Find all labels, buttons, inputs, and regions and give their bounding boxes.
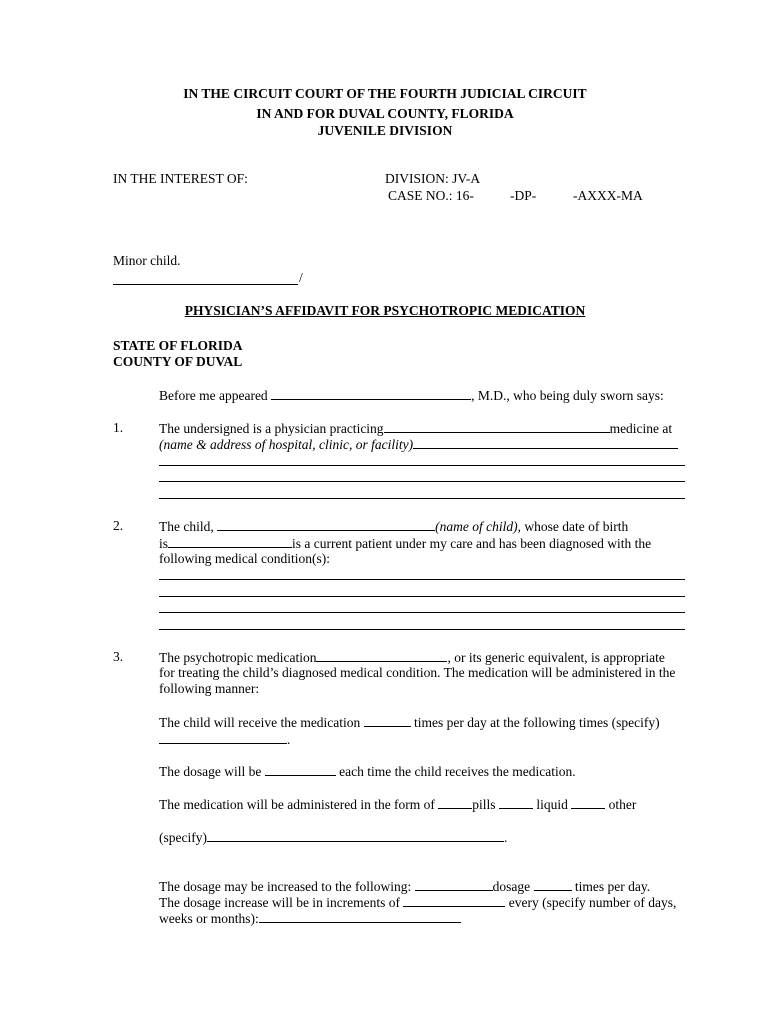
p3-number: 3. <box>113 649 124 664</box>
p2-text-a: The child, <box>159 519 214 534</box>
document-title: PHYSICIAN’S AFFIDAVIT FOR PSYCHOTROPIC MEDICATION <box>184 303 586 318</box>
child-name-field[interactable] <box>217 518 435 531</box>
facility-line-1[interactable] <box>159 465 685 466</box>
p2-text-b: (name of child) <box>435 519 518 534</box>
condition-line-1[interactable] <box>159 579 685 580</box>
times-specify-field[interactable] <box>159 731 287 744</box>
form-other: other <box>608 797 637 812</box>
increase-dosage: dosage <box>492 879 531 894</box>
times-text-a: The child will receive the medication <box>159 715 361 730</box>
intro-line <box>159 387 664 404</box>
increment-text-b: every (specify number of days, <box>508 895 677 910</box>
p1-line2 <box>159 436 678 453</box>
facility-line-2[interactable] <box>159 481 685 482</box>
case-no-label: CASE NO.: 16- <box>388 188 474 203</box>
court-header-line1: IN THE CIRCUIT COURT OF THE FOURTH JUDICIAL CIRCUIT <box>183 86 587 101</box>
increase-line <box>159 878 650 895</box>
liquid-field[interactable] <box>499 796 533 809</box>
specify-label: (specify) <box>159 830 207 845</box>
dosage-text-b: each time the child receives the medication. <box>339 764 576 779</box>
facility-field[interactable] <box>413 436 678 449</box>
county-label: COUNTY OF DUVAL <box>113 354 243 369</box>
dob-field[interactable] <box>168 535 292 548</box>
caption-slash: / <box>299 270 303 285</box>
condition-line-3[interactable] <box>159 612 685 613</box>
p1-number: 1. <box>113 420 124 435</box>
form-pills: pills <box>472 797 496 812</box>
physician-name-field[interactable] <box>271 387 471 400</box>
p3-line1 <box>159 649 665 666</box>
increase-text-a: The dosage may be increased to the following: <box>159 879 412 894</box>
p3-text-a: The psychotropic medication <box>159 650 317 665</box>
condition-line-4[interactable] <box>159 629 685 630</box>
specify-line <box>159 829 507 846</box>
p3-text-b: , or its generic equivalent, is appropriate <box>447 650 665 665</box>
p1-line1 <box>159 420 672 437</box>
form-liquid: liquid <box>536 797 568 812</box>
p3-text-d: following manner: <box>159 681 260 696</box>
child-name-line[interactable] <box>113 284 298 285</box>
specify-field[interactable] <box>207 829 504 842</box>
other-field[interactable] <box>571 796 605 809</box>
p2-text-d: is <box>159 536 169 551</box>
court-header-line2: IN AND FOR DUVAL COUNTY, FLORIDA <box>256 106 514 121</box>
dosage-field[interactable] <box>265 763 336 776</box>
p3-text-c: for treating the child’s diagnosed medical condition. The medication will be administered in the <box>159 665 676 680</box>
increment-field[interactable] <box>403 894 505 907</box>
times-end: . <box>287 732 291 747</box>
condition-line-2[interactable] <box>159 596 685 597</box>
medication-name-field[interactable] <box>316 649 447 662</box>
p2-number: 2. <box>113 518 124 533</box>
division-label: DIVISION: JV-A <box>385 171 481 186</box>
form-text-a: The medication will be administered in the form of <box>159 797 435 812</box>
period-line <box>159 910 461 927</box>
p1-text-a: The undersigned is a physician practicing <box>159 421 384 436</box>
p1-text-b: medicine at <box>609 421 673 436</box>
specialty-field[interactable] <box>384 420 610 433</box>
case-no-suffix: -AXXX-MA <box>573 188 643 203</box>
increment-line <box>159 894 676 911</box>
interest-of-label: IN THE INTEREST OF: <box>113 171 248 186</box>
state-label: STATE OF FLORIDA <box>113 338 243 353</box>
intro-after: , M.D., who being duly sworn says: <box>471 388 664 403</box>
specify-end: . <box>503 830 508 845</box>
period-field[interactable] <box>259 910 461 923</box>
p2-line2 <box>159 535 651 552</box>
p2-text-f: following medical condition(s): <box>159 551 330 566</box>
times-per-day-field[interactable] <box>364 714 411 727</box>
times-specify-line <box>159 731 290 748</box>
increase-dosage-field[interactable] <box>415 878 493 891</box>
dosage-line <box>159 763 576 780</box>
period-text: weeks or months): <box>159 911 259 926</box>
p1-text-c: (name & address of hospital, clinic, or facility) <box>159 437 414 452</box>
court-header-line3: JUVENILE DIVISION <box>317 123 453 138</box>
pills-field[interactable] <box>438 796 472 809</box>
dosage-text-a: The dosage will be <box>159 764 262 779</box>
facility-line-3[interactable] <box>159 498 685 499</box>
p2-line1 <box>159 518 628 535</box>
minor-child-label: Minor child. <box>113 253 181 268</box>
p2-text-c: , whose date of birth <box>517 519 629 534</box>
increase-times: times per day. <box>574 879 651 894</box>
p2-text-e: is a current patient under my care and has been diagnosed with the <box>292 536 652 551</box>
intro-before: Before me appeared <box>159 388 268 403</box>
times-line <box>159 714 660 731</box>
times-text-b: times per day at the following times (specify) <box>414 715 660 730</box>
increment-text-a: The dosage increase will be in increments of <box>159 895 401 910</box>
increase-times-field[interactable] <box>534 878 572 891</box>
case-no-dp: -DP- <box>510 188 537 203</box>
form-line <box>159 796 636 813</box>
